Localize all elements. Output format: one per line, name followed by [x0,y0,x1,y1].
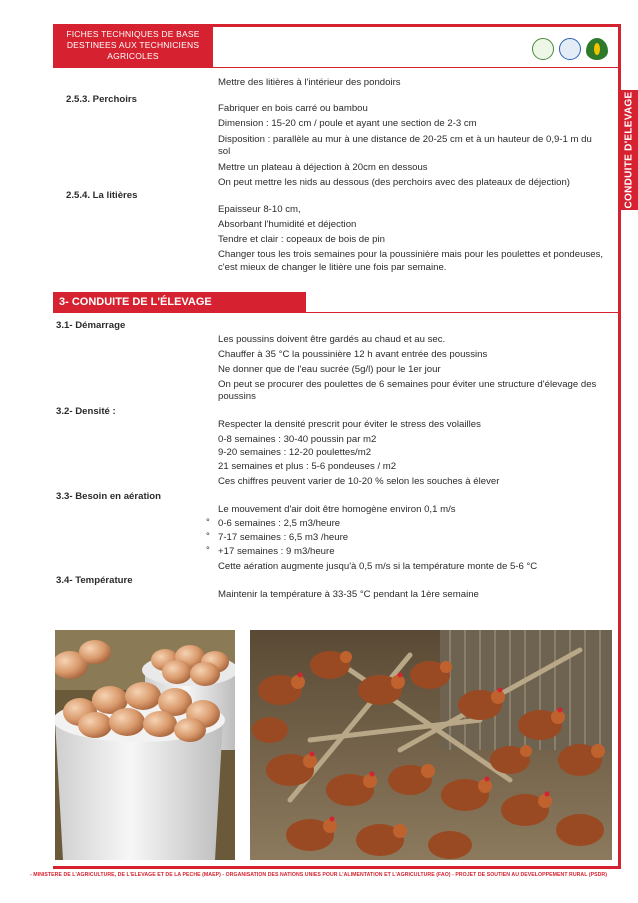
perchoirs-line-6: On peut mettre les nids au dessous (des perchoirs avec des plateaux de déjection) [218,177,570,188]
header-title-line-3: AGRICOLES [107,51,159,61]
section-title: 3- CONDUITE DE L'ÉLEVAGE [59,296,212,308]
frame-bottom-border [53,866,621,869]
aeration-line-3: 7-17 semaines : 6,5 m3 /heure [218,532,349,543]
header-title-line-2: DESTINEES AUX TECHNICIENS [66,40,200,50]
perchoirs-line-4: sol [218,146,231,157]
perchoirs-line-5: Mettre un plateau à déjection à 20cm en dessous [218,162,428,173]
litiere-label: 2.5.4. La litières [66,190,138,201]
chickens-perch-photo [250,630,612,860]
demarrage-label: 3.1- Démarrage [56,320,126,331]
demarrage-line-4: On peut se procurer des poulettes de 6 semaines pour éviter une structure d'élevage des [218,379,597,390]
side-section-tab [620,90,638,210]
aeration-line-1: Le mouvement d'air doit être homogène environ 0,1 m/s [218,504,456,515]
header-title-line-1: FICHES TECHNIQUES DE BASE [66,29,200,39]
temperature-line-1: Maintenir la température à 33-35 °C pendant la 1ère semaine [218,589,479,600]
fao-logo-icon [559,38,581,60]
eggs-bucket-photo [55,630,235,860]
aeration-line-5: Cette aération augmente jusqu'à 0,5 m/s si la température monte de 5-6 °C [218,561,538,572]
litiere-line-5: c'est mieux de changer le litière une fois par semaine. [218,262,447,273]
bullet-marker: ° [206,531,210,542]
section-divider [306,312,618,313]
maep-logo-icon [532,38,554,60]
densite-label: 3.2- Densité : [56,406,116,417]
demarrage-line-2: Chauffer à 35 °C la poussinière 12 h avant entrée des poussins [218,349,488,360]
psdr-logo-icon [586,38,608,60]
perchoirs-line-1: Fabriquer en bois carré ou bambou [218,103,368,114]
footer-credits: - MINISTERE DE L'AGRICULTURE, DE L'ELEVAGE ET DE LA PECHE (MAEP) - ORGANISATION DES NATIONS UNIES POUR L'ALIMENTATION ET L'AGRICULTURE (FAO) - PROJET DE SOUTIEN AU DEVELOPPEMENT RURAL (PSDR) [30,872,607,878]
densite-line-1: Respecter la densité prescrit pour éviter le stress des volailles [218,419,481,430]
densite-line-3: 9-20 semaines : 12-20 poulettes/m2 [218,447,372,458]
litiere-line-3: Tendre et clair : copeaux de bois de pin [218,234,385,245]
perchoirs-line-2: Dimension : 15-20 cm / poule et ayant une section de 2-3 cm [218,118,477,129]
side-tab-label: CONDUITE D'ELEVAGE [623,91,635,209]
aeration-line-4: +17 semaines : 9 m3/heure [218,546,335,557]
perchoirs-label: 2.5.3. Perchoirs [66,94,137,105]
header-title-box [53,24,213,68]
litiere-line-1: Epaisseur 8-10 cm, [218,204,301,215]
bullet-marker: ° [206,517,210,528]
densite-line-2: 0-8 semaines : 30-40 poussin par m2 [218,434,377,445]
header-divider [213,67,618,68]
aeration-line-2: 0-6 semaines : 2,5 m3/heure [218,518,341,529]
demarrage-line-3: Ne donner que de l'eau sucrée (5g/l) pour le 1er jour [218,364,441,375]
aeration-label: 3.3- Besoin en aération [56,491,162,502]
bullet-marker: ° [206,545,210,556]
litiere-line-4: Changer tous les trois semaines pour la poussinière mais pour les poulettes et pondeuses, [218,249,604,260]
perchoirs-line-3: Disposition : parallèle au mur à une distance de 20-25 cm et à un hauteur de 0,9-1 m du [218,134,592,145]
temperature-label: 3.4- Température [56,575,133,586]
demarrage-line-1: Les poussins doivent être gardés au chaud et au sec. [218,334,446,345]
section-title-bar [53,292,306,313]
demarrage-line-5: poussins [218,391,256,402]
densite-line-4: 21 semaines et plus : 5-6 pondeuses / m2 [218,461,397,472]
densite-line-5: Ces chiffres peuvent varier de 10-20 % selon les souches à élever [218,476,500,487]
perchoirs-intro: Mettre des litières à l'intérieur des pondoirs [218,77,401,88]
partner-logos [532,38,608,60]
litiere-line-2: Absorbant l'humidité et déjection [218,219,357,230]
